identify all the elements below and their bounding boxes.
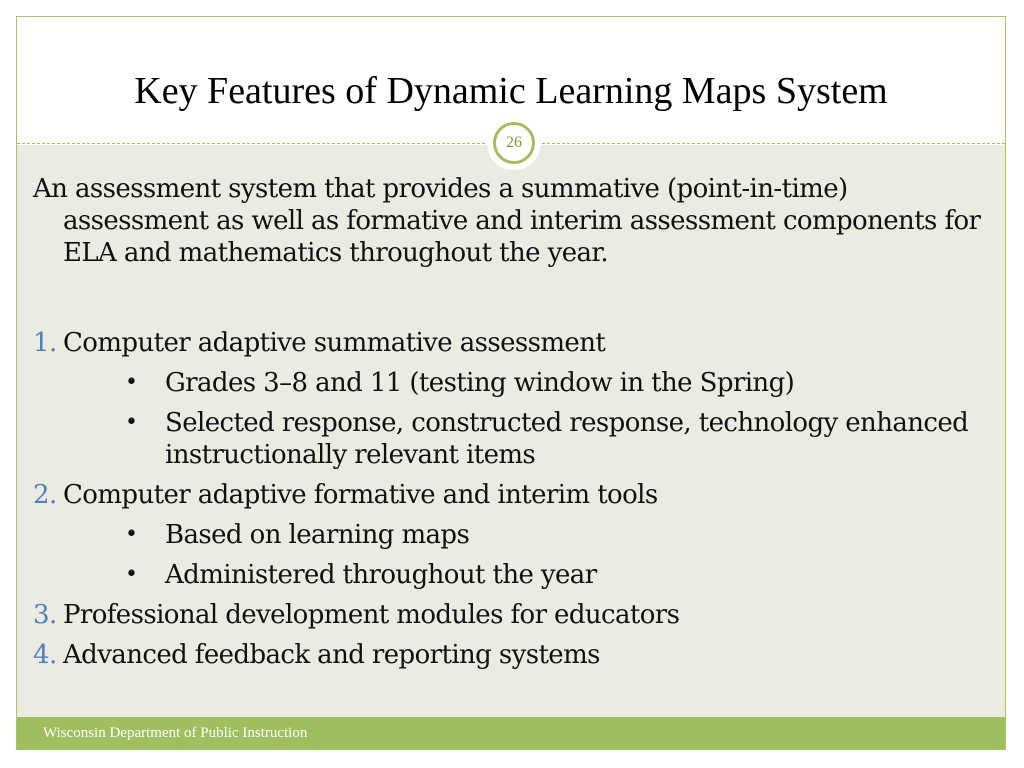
bullet-item: [33, 519, 983, 551]
bullet-text: Administered throughout the year: [165, 560, 597, 590]
slide: [16, 16, 1006, 750]
spacer: [33, 269, 983, 319]
bullet-text: Grades 3–8 and 11 (testing window in the Spring): [165, 368, 795, 398]
bullet-icon: •: [125, 562, 138, 587]
item-number: 4.: [33, 640, 57, 670]
numbered-item-4: [33, 639, 983, 671]
bullet-item: [33, 559, 983, 591]
page-number-badge: [487, 116, 541, 170]
item-text: Advanced feedback and reporting systems: [63, 640, 600, 670]
bullet-text: Based on learning maps: [165, 520, 470, 550]
numbered-item-2: [33, 479, 983, 511]
intro-paragraph: An assessment system that provides a summative (point-in-time) assessment as well as formative and interim assessment components for ELA and mathematics throughout the year.: [33, 174, 981, 268]
item-text: Professional development modules for educators: [63, 600, 680, 630]
bullet-item: [33, 367, 983, 399]
item-number: 2.: [33, 480, 57, 510]
bullet-icon: •: [125, 410, 138, 435]
slide-body: [33, 173, 983, 671]
item-number: 1.: [33, 328, 57, 358]
bullet-text: Selected response, constructed response, technology enhanced instructionally relevant items: [165, 408, 969, 470]
item-number: 3.: [33, 600, 57, 630]
page-number: 26: [493, 122, 535, 164]
footer-bar: [17, 717, 1005, 750]
bullet-icon: •: [125, 522, 138, 547]
numbered-item-3: [33, 599, 983, 631]
numbered-item-1: [33, 327, 983, 359]
item-text: Computer adaptive formative and interim tools: [63, 480, 658, 510]
bullet-icon: •: [125, 370, 138, 395]
bullet-item: [33, 407, 983, 471]
slide-title: Key Features of Dynamic Learning Maps System: [134, 70, 888, 112]
item-text: Computer adaptive summative assessment: [63, 328, 606, 358]
footer-text: Wisconsin Department of Public Instruction: [43, 725, 308, 741]
